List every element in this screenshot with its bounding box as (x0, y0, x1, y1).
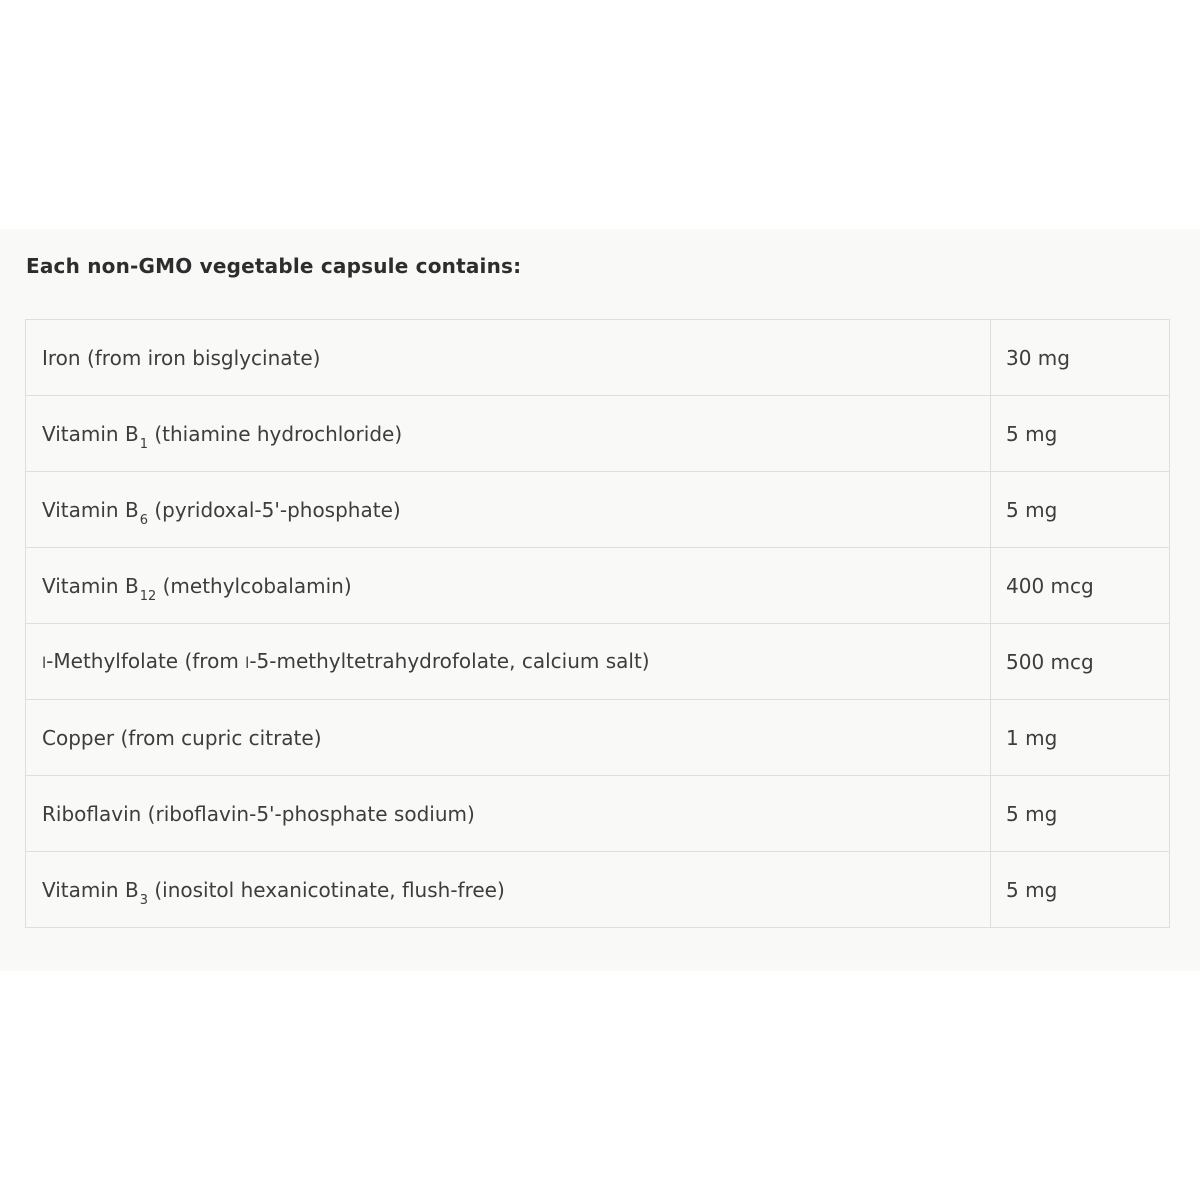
table-row (26, 852, 1170, 928)
ingredient-name-text: Vitamin B (42, 573, 139, 598)
table-row (26, 320, 1170, 396)
ingredient-name-text: (methylcobalamin) (156, 573, 352, 598)
ingredient-name-text: -Methylfolate (from (46, 648, 246, 673)
small-caps-prefix: l (245, 653, 250, 672)
subscript: 12 (139, 588, 157, 604)
table-row (26, 396, 1170, 472)
ingredient-name (26, 548, 991, 624)
ingredient-amount: 500 mcg (991, 624, 1170, 700)
ingredient-name-text: (inositol hexanicotinate, flush-free) (147, 877, 505, 902)
ingredient-amount: 30 mg (991, 320, 1170, 396)
ingredient-amount: 1 mg (991, 700, 1170, 776)
subscript: 6 (139, 512, 148, 528)
ingredient-name (26, 776, 991, 852)
ingredient-amount: 400 mcg (991, 548, 1170, 624)
ingredient-amount: 5 mg (991, 776, 1170, 852)
table-row (26, 472, 1170, 548)
ingredient-name-text: Riboflavin (riboflavin-5'-phosphate sodium) (42, 801, 475, 826)
ingredient-amount: 5 mg (991, 396, 1170, 472)
ingredient-name-text: (pyridoxal-5'-phosphate) (147, 497, 401, 522)
ingredient-name-text: (thiamine hydrochloride) (147, 421, 403, 446)
ingredient-name-text: -5-methyltetrahydrofolate, calcium salt) (249, 648, 650, 673)
table-row (26, 624, 1170, 700)
ingredient-name-text: Iron (from iron bisglycinate) (42, 345, 321, 370)
ingredient-name (26, 700, 991, 776)
ingredient-name (26, 624, 991, 700)
small-caps-prefix: l (42, 653, 47, 672)
ingredient-name (26, 472, 991, 548)
subscript: 3 (139, 892, 148, 908)
ingredient-name-text: Vitamin B (42, 421, 139, 446)
ingredient-name-text: Vitamin B (42, 877, 139, 902)
ingredient-amount: 5 mg (991, 852, 1170, 928)
ingredient-name (26, 396, 991, 472)
subscript: 1 (139, 436, 148, 452)
ingredient-name-text: Copper (from cupric citrate) (42, 725, 322, 750)
table-row (26, 700, 1170, 776)
table-row (26, 776, 1170, 852)
ingredient-name (26, 320, 991, 396)
ingredient-amount: 5 mg (991, 472, 1170, 548)
section-heading: Each non-GMO vegetable capsule contains: (26, 254, 522, 278)
ingredient-name (26, 852, 991, 928)
ingredient-name-text: Vitamin B (42, 497, 139, 522)
ingredients-table (25, 319, 1170, 928)
table-row (26, 548, 1170, 624)
